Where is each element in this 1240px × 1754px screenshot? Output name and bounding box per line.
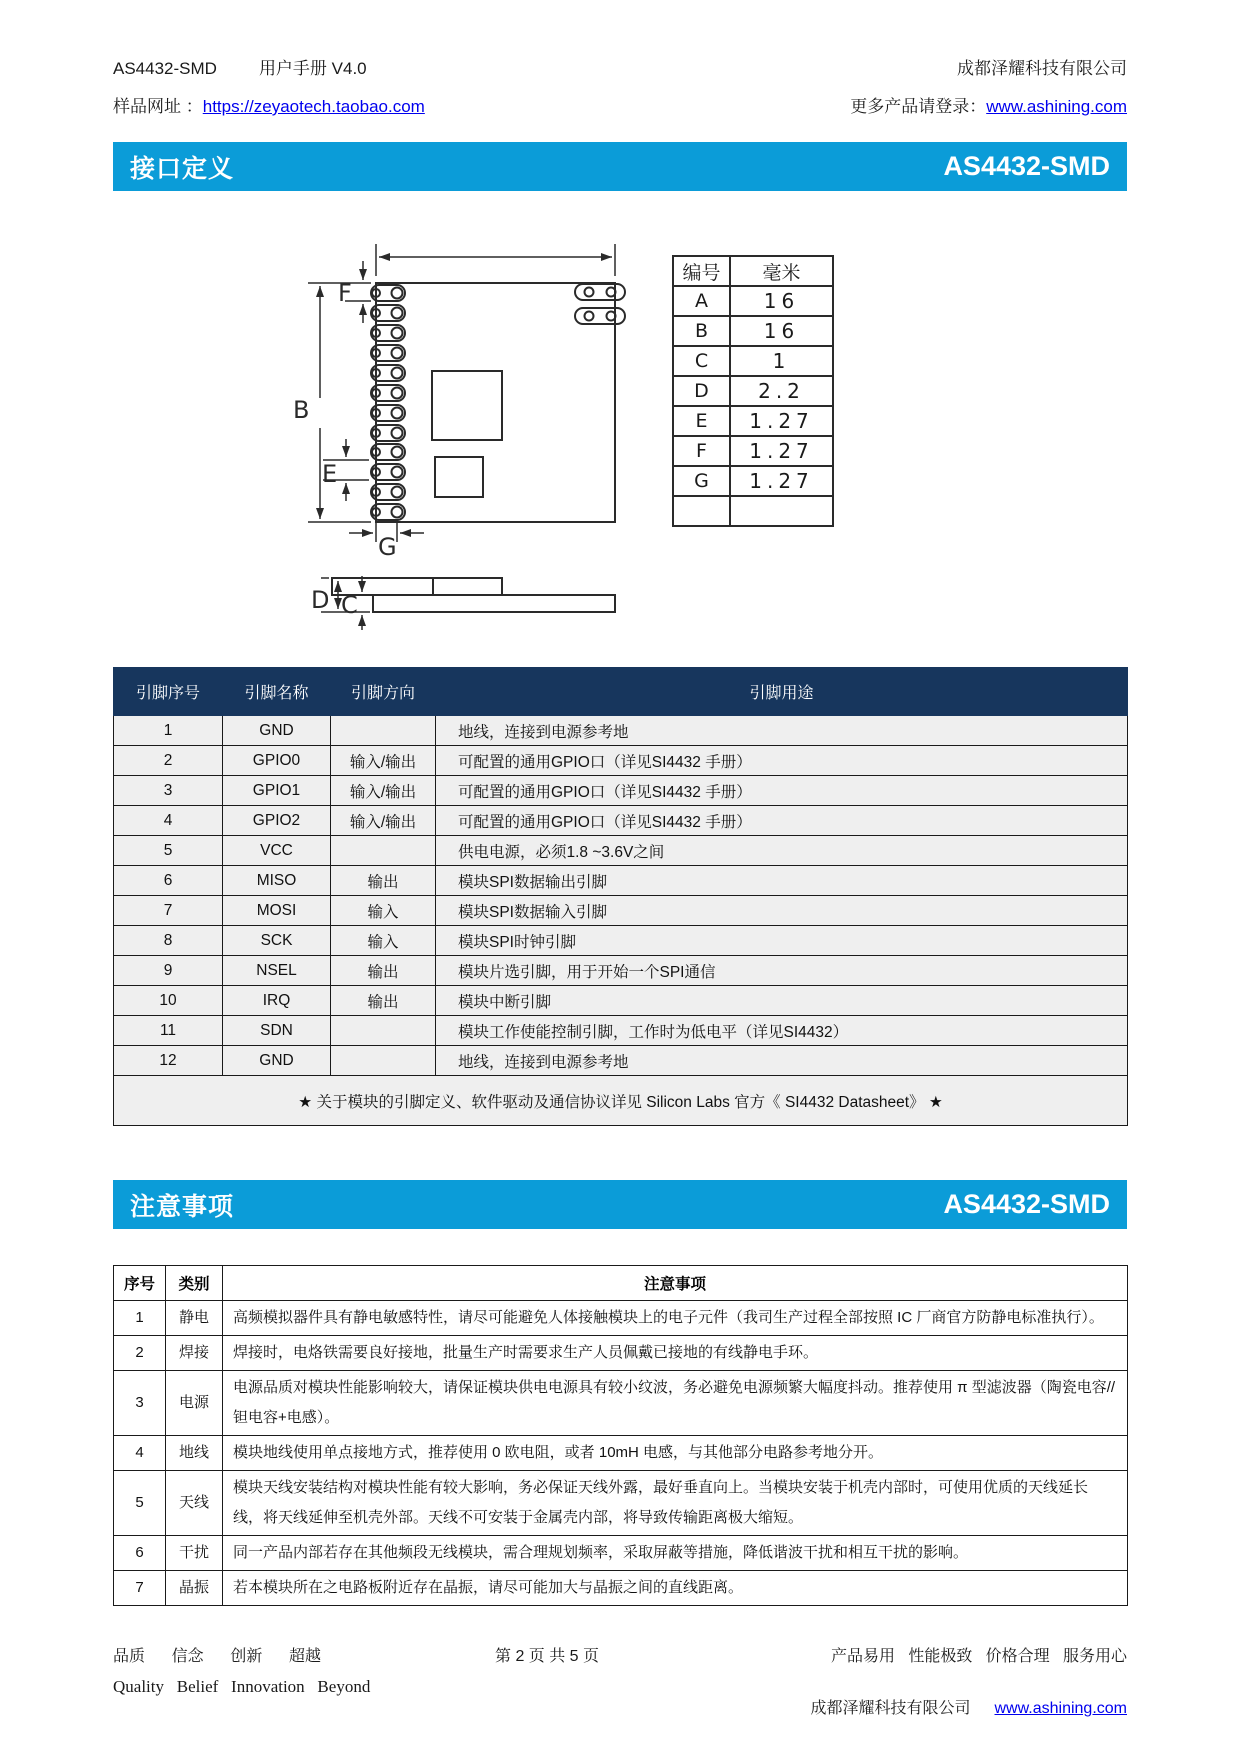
drawing-svg bbox=[113, 230, 653, 630]
cell: G bbox=[673, 466, 730, 496]
cell: C bbox=[673, 346, 730, 376]
section-title: 注意事项 bbox=[130, 1192, 235, 1221]
pin-table-footnote: ★ 关于模块的引脚定义、软件驱动及通信协议详见 Silicon Labs 官方《 SI4432 Datasheet》 ★ bbox=[114, 1076, 1128, 1126]
cell: 4 bbox=[114, 1436, 166, 1471]
dim-label-D: D bbox=[311, 586, 330, 614]
table-row bbox=[114, 926, 1128, 956]
cell: 9 bbox=[114, 956, 223, 986]
cell: 输出 bbox=[331, 866, 436, 896]
column-header: 类别 bbox=[166, 1266, 223, 1301]
column-header: 引脚名称 bbox=[223, 668, 331, 716]
cell: E bbox=[673, 406, 730, 436]
table-header-row bbox=[673, 256, 833, 286]
sample-url-line bbox=[113, 92, 425, 117]
cell bbox=[730, 496, 833, 526]
column-header: 引脚序号 bbox=[114, 668, 223, 716]
dim-label-G: G bbox=[378, 533, 397, 561]
cell: 模块SPI时钟引脚 bbox=[436, 926, 1128, 956]
cell: 输入/输出 bbox=[331, 806, 436, 836]
cell: 焊接 bbox=[166, 1336, 223, 1371]
cell: 模块片选引脚，用于开始一个SPI通信 bbox=[436, 956, 1128, 986]
cell: 12 bbox=[114, 1046, 223, 1076]
side-view-pcb bbox=[373, 595, 615, 612]
main-ic-outline bbox=[432, 371, 502, 440]
cell: 16 bbox=[730, 286, 833, 316]
header-left bbox=[113, 54, 367, 79]
cell: MOSI bbox=[223, 896, 331, 926]
cell: 地线，连接到电源参考地 bbox=[436, 716, 1128, 746]
cell: 模块工作使能控制引脚，工作时为低电平（详见SI4432） bbox=[436, 1016, 1128, 1046]
cell: 3 bbox=[114, 776, 223, 806]
cell: 1.27 bbox=[730, 466, 833, 496]
dim-label-B: B bbox=[293, 396, 310, 424]
footer-values-en: Quality Belief Innovation Beyond bbox=[113, 1677, 371, 1696]
cell: 输入 bbox=[331, 896, 436, 926]
cell: 6 bbox=[114, 866, 223, 896]
cell: 5 bbox=[114, 836, 223, 866]
cell: 输出 bbox=[331, 986, 436, 1016]
cell: 高频模拟器件具有静电敏感特性，请尽可能避免人体接触模块上的电子元件（我司生产过程全部按照 IC 厂商官方防静电标准执行）。 bbox=[223, 1301, 1128, 1336]
cell bbox=[331, 716, 436, 746]
cell: 2 bbox=[114, 1336, 166, 1371]
dimension-table bbox=[672, 255, 834, 527]
cell: 供电电源，必须1.8 ~3.6V之间 bbox=[436, 836, 1128, 866]
table-row bbox=[673, 286, 833, 316]
table-row bbox=[114, 806, 1128, 836]
column-header: 引脚用途 bbox=[436, 668, 1128, 716]
cell: 1 bbox=[114, 716, 223, 746]
cell: NSEL bbox=[223, 956, 331, 986]
notes-table bbox=[113, 1265, 1128, 1606]
cell: 4 bbox=[114, 806, 223, 836]
column-header: 毫米 bbox=[730, 256, 833, 286]
cell: 1.27 bbox=[730, 406, 833, 436]
dim-label-C: C bbox=[341, 591, 358, 619]
footer-company-line bbox=[793, 1677, 1127, 1736]
cell: 模块天线安装结构对模块性能有较大影响，务必保证天线外露，最好垂直向上。当模块安装于机壳内部时，可使用优质的天线延长线，将天线延伸至机壳外部。天线不可安装于金属壳内部，将导致传输距离极大缩短。 bbox=[223, 1471, 1128, 1536]
column-header: 编号 bbox=[673, 256, 730, 286]
cell: 1 bbox=[114, 1301, 166, 1336]
table-row bbox=[673, 496, 833, 526]
table-header-row bbox=[114, 668, 1128, 716]
table-row bbox=[673, 436, 833, 466]
cell: SCK bbox=[223, 926, 331, 956]
table-row bbox=[114, 1471, 1128, 1536]
page-header-line2 bbox=[113, 92, 1127, 117]
cell: 地线，连接到电源参考地 bbox=[436, 1046, 1128, 1076]
cell: 模块SPI数据输入引脚 bbox=[436, 896, 1128, 926]
cell: 7 bbox=[114, 896, 223, 926]
cell: 静电 bbox=[166, 1301, 223, 1336]
cell: 模块SPI数据输出引脚 bbox=[436, 866, 1128, 896]
side-view-top-right bbox=[433, 578, 502, 595]
cell: GND bbox=[223, 1046, 331, 1076]
cell: 1 bbox=[730, 346, 833, 376]
company-name: 成都泽耀科技有限公司 bbox=[957, 59, 1127, 78]
cell: 输出 bbox=[331, 956, 436, 986]
cell: 电源 bbox=[166, 1371, 223, 1436]
pin-definition-table bbox=[113, 667, 1128, 1126]
secondary-ic-outline bbox=[435, 457, 483, 497]
cell: A bbox=[673, 286, 730, 316]
cell: 输入/输出 bbox=[331, 746, 436, 776]
cell: 可配置的通用GPIO口（详见SI4432 手册） bbox=[436, 746, 1128, 776]
cell: 6 bbox=[114, 1536, 166, 1571]
table-footnote-row bbox=[114, 1076, 1128, 1126]
table-row bbox=[673, 346, 833, 376]
table-row bbox=[114, 956, 1128, 986]
section-product: AS4432-SMD bbox=[943, 151, 1110, 181]
table-row bbox=[114, 776, 1128, 806]
table-row bbox=[673, 316, 833, 346]
cell: 干扰 bbox=[166, 1536, 223, 1571]
cell: 8 bbox=[114, 926, 223, 956]
cell: 1.27 bbox=[730, 436, 833, 466]
cell: GPIO1 bbox=[223, 776, 331, 806]
cell: IRQ bbox=[223, 986, 331, 1016]
footer-company-name: 成都泽耀科技有限公司 bbox=[810, 1700, 971, 1717]
cell: 同一产品内部若存在其他频段无线模块，需合理规划频率，采取屏蔽等措施，降低谐波干扰和相互干扰的影响。 bbox=[223, 1536, 1128, 1571]
table-row bbox=[114, 1371, 1128, 1436]
product-name: AS4432-SMD bbox=[113, 59, 217, 78]
cell: 模块中断引脚 bbox=[436, 986, 1128, 1016]
column-header: 引脚方向 bbox=[331, 668, 436, 716]
cell: 11 bbox=[114, 1016, 223, 1046]
table-row bbox=[114, 1571, 1128, 1606]
footer-values-cn: 品质 信念 创新 超越 bbox=[113, 1648, 322, 1665]
cell: GPIO2 bbox=[223, 806, 331, 836]
table-row bbox=[114, 1046, 1128, 1076]
column-header: 注意事项 bbox=[223, 1266, 1128, 1301]
table-row bbox=[114, 1436, 1128, 1471]
cell bbox=[331, 1046, 436, 1076]
cell: GND bbox=[223, 716, 331, 746]
table-row bbox=[114, 1336, 1128, 1371]
cell: 10 bbox=[114, 986, 223, 1016]
cell bbox=[331, 836, 436, 866]
sample-url-label: 样品网址 ： bbox=[113, 97, 203, 116]
table-row bbox=[114, 896, 1128, 926]
cell: VCC bbox=[223, 836, 331, 866]
module-dimension-drawing bbox=[113, 230, 653, 630]
table-row bbox=[114, 836, 1128, 866]
cell: 输入/输出 bbox=[331, 776, 436, 806]
doc-title: 用户手册 V4.0 bbox=[258, 59, 367, 78]
section-banner-notes bbox=[113, 1180, 1127, 1229]
column-header: 序号 bbox=[114, 1266, 166, 1301]
table-header-row bbox=[114, 1266, 1128, 1301]
more-products-label: 更多产品请登录： bbox=[850, 97, 987, 116]
table-row bbox=[114, 986, 1128, 1016]
cell bbox=[331, 1016, 436, 1046]
table-row bbox=[673, 466, 833, 496]
table-row bbox=[114, 746, 1128, 776]
footer-website-link[interactable]: www.ashining.com bbox=[994, 1700, 1127, 1717]
cell: 可配置的通用GPIO口（详见SI4432 手册） bbox=[436, 806, 1128, 836]
dim-label-F: F bbox=[338, 279, 352, 307]
table-row bbox=[114, 1016, 1128, 1046]
table-row bbox=[114, 866, 1128, 896]
cell: 5 bbox=[114, 1471, 166, 1536]
cell: 16 bbox=[730, 316, 833, 346]
cell: B bbox=[673, 316, 730, 346]
cell: D bbox=[673, 376, 730, 406]
section-product: AS4432-SMD bbox=[943, 1189, 1110, 1219]
section-banner-interface bbox=[113, 142, 1127, 191]
table-row bbox=[114, 1536, 1128, 1571]
table-row bbox=[114, 716, 1128, 746]
cell: 模块地线使用单点接地方式，推荐使用 0 欧电阻，或者 10mH 电感，与其他部分电路参考地分开。 bbox=[223, 1436, 1128, 1471]
cell: 输入 bbox=[331, 926, 436, 956]
more-products-line bbox=[850, 92, 1127, 117]
cell: 晶振 bbox=[166, 1571, 223, 1606]
cell: 天线 bbox=[166, 1471, 223, 1536]
cell: 可配置的通用GPIO口（详见SI4432 手册） bbox=[436, 776, 1128, 806]
page-header-line1 bbox=[113, 54, 1127, 79]
cell: 电源品质对模块性能影响较大，请保证模块供电电源具有较小纹波，务必避免电源频繁大幅度抖动。推荐使用 π 型滤波器（陶瓷电容//钽电容+电感）。 bbox=[223, 1371, 1128, 1436]
cell: 若本模块所在之电路板附近存在晶振，请尽可能加大与晶振之间的直线距离。 bbox=[223, 1571, 1128, 1606]
cell: F bbox=[673, 436, 730, 466]
cell: 地线 bbox=[166, 1436, 223, 1471]
cell: 2 bbox=[114, 746, 223, 776]
section-title: 接口定义 bbox=[130, 154, 235, 183]
footer-page-number: 第 2 页 共 5 页 bbox=[495, 1648, 600, 1665]
sample-url-link[interactable]: https://zeyaotech.taobao.com bbox=[202, 97, 425, 116]
table-row bbox=[114, 1301, 1128, 1336]
cell: 2.2 bbox=[730, 376, 833, 406]
cell: GPIO0 bbox=[223, 746, 331, 776]
table-row bbox=[673, 406, 833, 436]
cell: 3 bbox=[114, 1371, 166, 1436]
dim-label-E: E bbox=[322, 460, 338, 488]
cell: 7 bbox=[114, 1571, 166, 1606]
cell bbox=[673, 496, 730, 526]
footer-slogan: 产品易用 性能极致 价格合理 服务用心 bbox=[830, 1648, 1127, 1665]
more-products-link[interactable]: www.ashining.com bbox=[986, 97, 1127, 116]
cell: SDN bbox=[223, 1016, 331, 1046]
cell: 焊接时，电烙铁需要良好接地，批量生产时需要求生产人员佩戴已接地的有线静电手环。 bbox=[223, 1336, 1128, 1371]
table-row bbox=[673, 376, 833, 406]
cell: MISO bbox=[223, 866, 331, 896]
antenna-pads bbox=[575, 284, 625, 324]
